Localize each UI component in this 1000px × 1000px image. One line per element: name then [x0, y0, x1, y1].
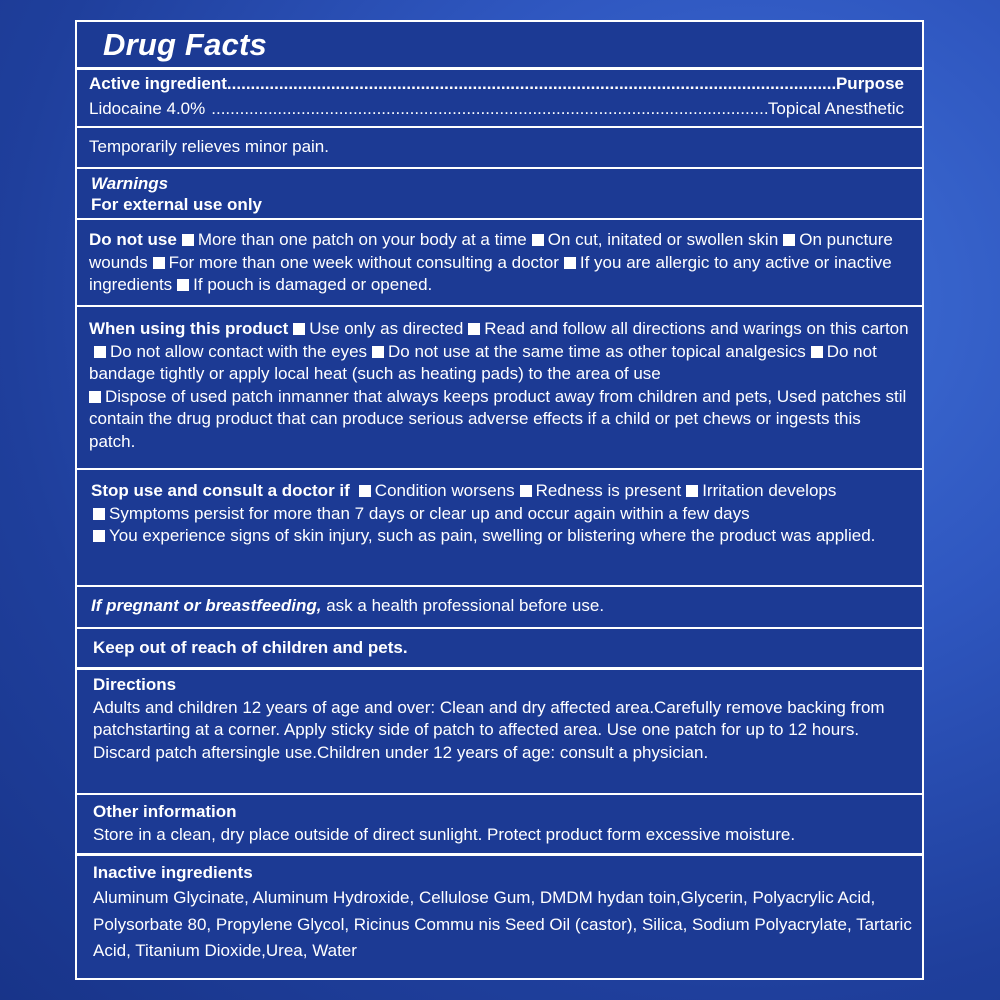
external-use-text: For external use only — [91, 195, 262, 214]
leader-dots — [227, 71, 836, 96]
stop-use-item: Irritation develops — [702, 481, 837, 500]
stop-use-item: Symptoms persist for more than 7 days or clear up and occur again within a few days — [109, 503, 750, 523]
bullet-square — [372, 346, 384, 358]
when-using-item: Do not allow contact with the eyes — [110, 341, 368, 361]
keep-out-text: Keep out of reach of children and pets. — [93, 638, 408, 657]
purpose-heading: Purpose — [835, 74, 904, 93]
other-info-section — [77, 801, 922, 846]
do-not-use-label: Do not use — [89, 230, 177, 249]
uses-text: Temporarily relieves minor pain. — [89, 137, 329, 156]
bullet-square — [520, 485, 532, 497]
stop-use-item: You experience signs of skin injury, such as pain, swelling or blistering where the product was applied. — [109, 526, 876, 545]
stop-use-item: Condition worsens — [374, 481, 515, 500]
bullet-square — [93, 530, 105, 542]
divider — [77, 305, 922, 307]
uses-section — [77, 136, 922, 159]
bullet-square — [811, 346, 823, 358]
pregnant-section — [77, 595, 922, 618]
warnings-heading: Warnings — [91, 174, 169, 193]
bullet-square — [293, 323, 305, 335]
pregnant-advice: ask a health professional before use. — [326, 596, 605, 615]
divider — [77, 218, 922, 220]
do-not-use-item: More than one patch on your body at a time — [197, 230, 527, 249]
bullet-square — [89, 391, 101, 403]
bullet-square — [468, 323, 480, 335]
active-ingredient-section — [77, 71, 922, 121]
directions-heading: Directions — [93, 675, 177, 694]
when-using-item: Do not use at the same time as other topical analgesics — [388, 341, 806, 361]
when-using-item: Do not bandage tightly or apply local heat (such as heating pads) to the area of use — [89, 341, 877, 383]
bullet-square — [359, 485, 371, 497]
inactive-ingredients-heading: Inactive ingredients — [93, 863, 253, 882]
when-using-item: Dispose of used patch inmanner that always keeps product away from children and pets, Used patches stil contain the drug product that can produce serious adverse effects if a child or pet chews or ingests this patch. — [89, 386, 907, 451]
bullet-square — [564, 257, 576, 269]
stop-use-item: Redness is present — [535, 481, 682, 500]
divider — [77, 167, 922, 169]
stop-use-section — [77, 480, 922, 548]
do-not-use-item: If you are allergic to any active or inactive ingredients — [89, 252, 892, 294]
bullet-square — [93, 508, 105, 520]
stop-use-text — [91, 480, 910, 548]
when-using-item: Read and follow all directions and warings on this carton — [484, 319, 909, 338]
bullet-square — [177, 279, 189, 291]
bullet-square — [783, 234, 795, 246]
do-not-use-item: For more than one week without consulting a doctor — [168, 252, 559, 272]
active-ingredient-value: Lidocaine 4.0% — [89, 99, 206, 118]
title-section — [77, 25, 922, 65]
page-title: Drug Facts — [103, 27, 267, 62]
bullet-square — [182, 234, 194, 246]
purpose-value: Topical Anesthetic — [767, 99, 904, 118]
divider — [77, 627, 922, 629]
when-using-label: When using this product — [89, 319, 289, 338]
do-not-use-section — [77, 229, 922, 297]
leader-dots — [211, 96, 768, 121]
other-info-heading: Other information — [93, 802, 237, 821]
do-not-use-item: On puncture wounds — [89, 230, 893, 272]
inactive-ingredients-section — [77, 861, 922, 965]
bullet-square — [532, 234, 544, 246]
active-header-row — [89, 71, 904, 96]
other-info-text: Store in a clean, dry place outside of direct sunlight. Protect product form excessive moisture. — [93, 824, 796, 844]
warnings-section — [77, 173, 922, 215]
inactive-ingredients-text: Aluminum Glycinate, Aluminum Hydroxide, Cellulose Gum, DMDM hydan toin,Glycerin, Polyacrylic Acid, Polysorbate 80, Propylene Glycol, Ricinus Commu nis Seed Oil (castor), Silica, Sodium Polyacrylate, Tartaric Acid, Titanium Dioxide,Urea, Water — [93, 888, 912, 960]
directions-text: Adults and children 12 years of age and over: Clean and dry affected area.Carefully remove backing from patchstarting at a corner. Apply sticky side of patch to affected area. Use one patch for up to 12 hours. Discard patch aftersingle use.Children under 12 years of age: consult a physician. — [93, 697, 885, 762]
divider — [77, 67, 922, 70]
do-not-use-text — [89, 229, 910, 297]
when-using-item: Use only as directed — [309, 319, 464, 338]
divider — [77, 585, 922, 587]
divider — [77, 793, 922, 795]
divider — [77, 126, 922, 128]
drug-facts-panel — [75, 20, 924, 980]
divider — [77, 667, 922, 670]
directions-section — [77, 674, 922, 764]
active-ingredient-row — [89, 96, 904, 121]
do-not-use-item: On cut, initated or swollen skin — [547, 230, 779, 249]
stop-use-label: Stop use and consult a doctor if — [91, 481, 350, 500]
divider — [77, 853, 922, 856]
do-not-use-item: If pouch is damaged or opened. — [193, 275, 433, 294]
bullet-square — [686, 485, 698, 497]
bullet-square — [153, 257, 165, 269]
bullet-square — [94, 346, 106, 358]
when-using-text — [89, 318, 910, 453]
when-using-section — [77, 318, 922, 453]
keep-out-section — [77, 637, 922, 660]
active-ingredient-heading: Active ingredient — [89, 74, 227, 93]
divider — [77, 468, 922, 470]
pregnant-label: If pregnant or breastfeeding, — [91, 596, 322, 615]
pregnant-text — [91, 595, 910, 618]
